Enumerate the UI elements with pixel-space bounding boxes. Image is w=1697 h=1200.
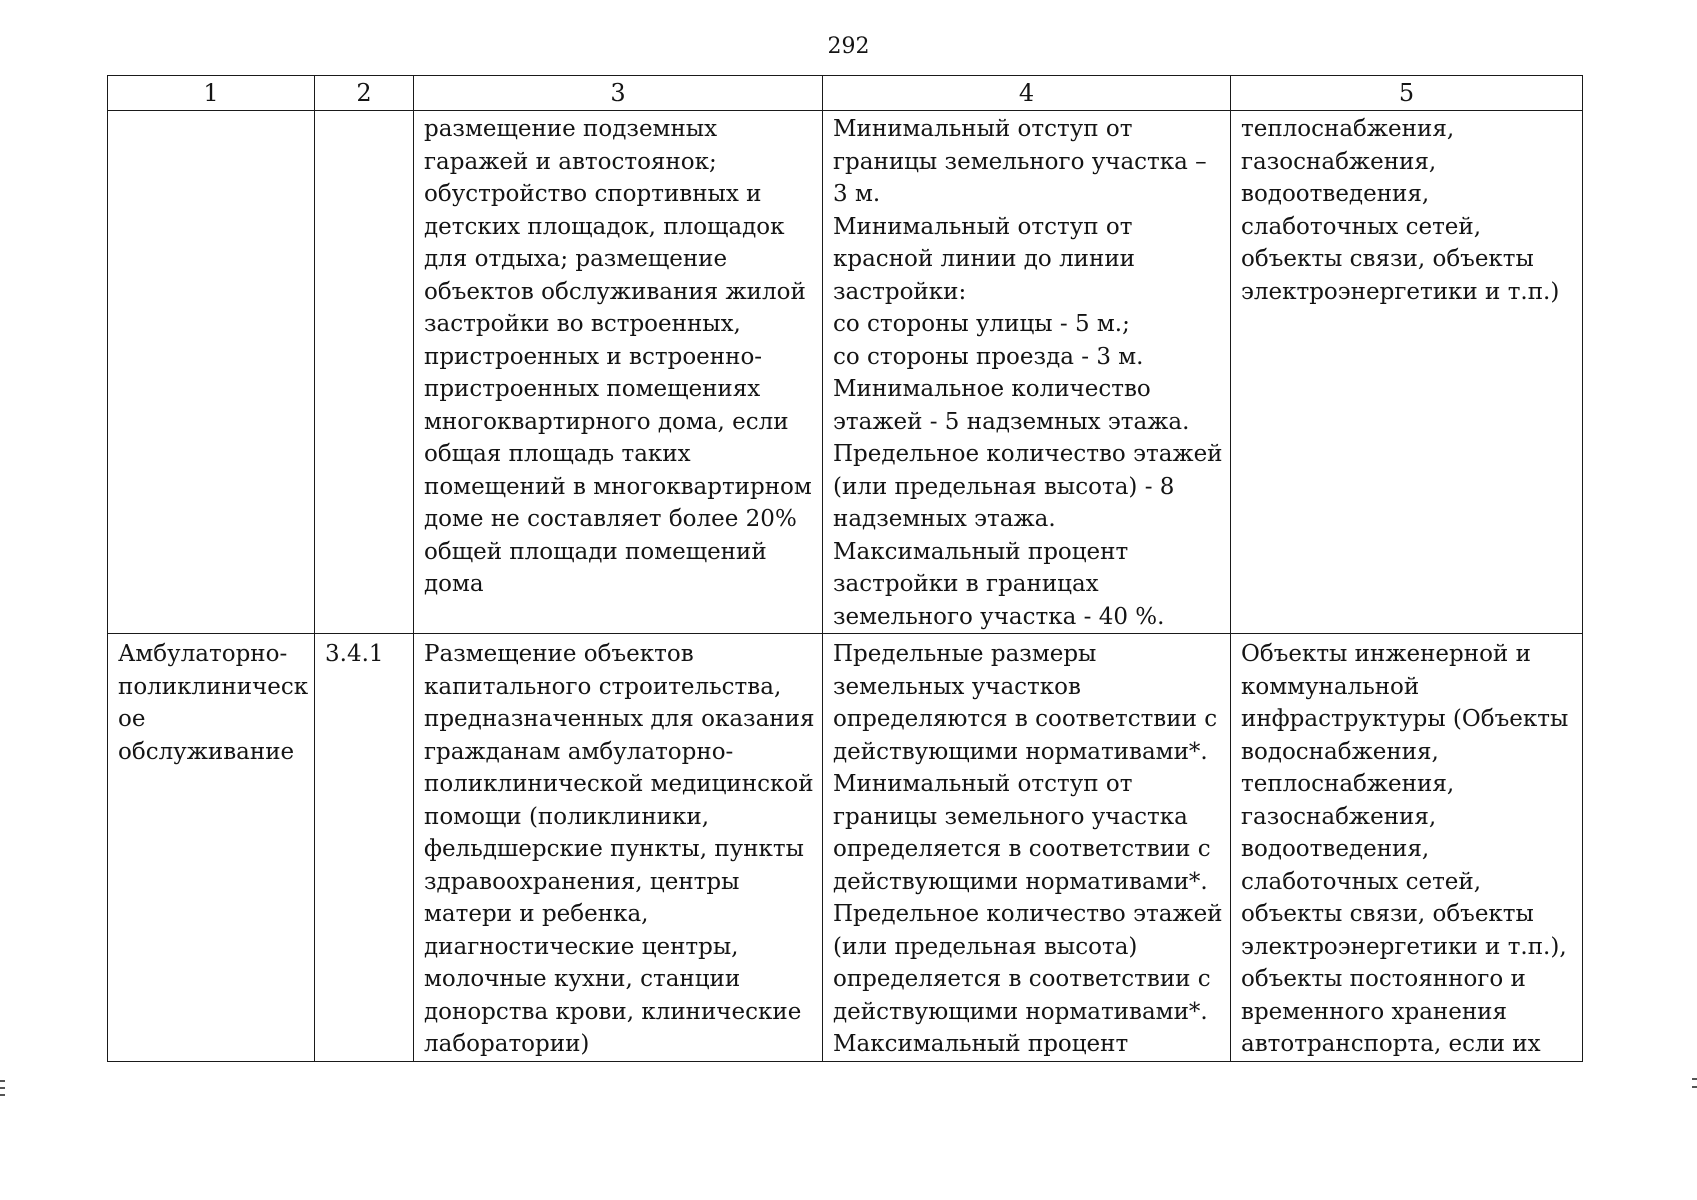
- scan-edge-mark: [1692, 1078, 1697, 1080]
- cell-text-line: гражданам амбулаторно-: [424, 738, 734, 765]
- cell-text-line: доме не составляет более 20%: [424, 506, 797, 532]
- cell-text-line: автотранспорта, если их: [1241, 1031, 1541, 1057]
- cell-text-line: помещений в многоквартирном: [424, 473, 812, 500]
- table-cell: [315, 634, 414, 1062]
- cell-text-line: электроэнергетики и т.п.),: [1241, 933, 1567, 960]
- cell-text-line: пристроенных помещениях: [424, 376, 761, 402]
- cell-text-line: земельных участков: [833, 673, 1081, 700]
- cell-text-line: здравоохранения, центры: [424, 868, 740, 895]
- cell-text-line: молочные кухни, станции: [424, 966, 741, 992]
- cell-text-line: объекты связи, объекты: [1241, 901, 1534, 927]
- column-header: 2: [315, 76, 414, 111]
- cell-text-line: со стороны улицы - 5 м.;: [833, 311, 1130, 337]
- table-row: [108, 634, 1583, 1062]
- cell-text-line: газоснабжения,: [1241, 803, 1437, 830]
- cell-text-line: определяется в соответствии с: [833, 836, 1211, 862]
- cell-text-line: поликлинической медицинской: [424, 771, 814, 797]
- cell-text-line: размещение подземных: [424, 116, 718, 142]
- table-cell: [823, 634, 1231, 1062]
- column-header: 5: [1231, 76, 1583, 111]
- cell-text-line: лаборатории): [424, 1031, 590, 1057]
- scan-edge-mark: [0, 1080, 5, 1082]
- cell-text-line: матери и ребенка,: [424, 901, 649, 927]
- cell-text-line: пристроенных и встроенно-: [424, 343, 763, 370]
- scan-edge-mark: [1692, 1086, 1697, 1088]
- cell-text-line: гаражей и автостоянок;: [424, 148, 717, 175]
- cell-text-line: застройки в границах: [833, 571, 1099, 597]
- cell-text-line: объекты постоянного и: [1241, 966, 1526, 992]
- cell-text-line: электроэнергетики и т.п.): [1241, 278, 1560, 305]
- cell-text-line: обслуживание: [118, 738, 295, 765]
- cell-text-line: действующими нормативами*.: [833, 738, 1208, 765]
- cell-text-line: границы земельного участка –: [833, 148, 1207, 175]
- cell-text-line: инфраструктуры (Объекты: [1241, 706, 1569, 732]
- table-cell: [108, 111, 315, 634]
- cell-text-line: водоотведения,: [1241, 181, 1430, 207]
- cell-text-line: газоснабжения,: [1241, 148, 1437, 175]
- cell-text-line: для отдыха; размещение: [424, 246, 728, 272]
- cell-text-line: временного хранения: [1241, 998, 1508, 1025]
- table-cell: [108, 634, 315, 1062]
- table-row: [108, 111, 1583, 634]
- cell-text-line: со стороны проезда - 3 м.: [833, 343, 1144, 370]
- cell-text-line: Минимальный отступ от: [833, 116, 1133, 142]
- page-number: 292: [827, 34, 870, 59]
- zoning-table: [107, 75, 1583, 1062]
- table-cell: [1231, 111, 1583, 634]
- table-cell: [414, 111, 823, 634]
- column-header: 4: [823, 76, 1231, 111]
- cell-text-line: Предельное количество этажей: [833, 901, 1223, 927]
- cell-text-line: определяются в соответствии с: [833, 706, 1218, 732]
- cell-text-line: надземных этажа.: [833, 506, 1056, 532]
- cell-text-line: (или предельная высота): [833, 933, 1138, 960]
- cell-text-line: застройки во встроенных,: [424, 311, 741, 337]
- cell-text-line: Минимальное количество: [833, 376, 1151, 402]
- cell-text-line: Предельные размеры: [833, 641, 1097, 667]
- cell-text-line: обустройство спортивных и: [424, 181, 762, 207]
- cell-text-line: детских площадок, площадок: [424, 213, 785, 240]
- cell-text-line: фельдшерские пункты, пункты: [424, 836, 804, 862]
- cell-text-line: красной линии до линии: [833, 246, 1135, 272]
- cell-text-line: Минимальный отступ от: [833, 213, 1133, 240]
- cell-text-line: действующими нормативами*.: [833, 998, 1208, 1025]
- cell-text-line: застройки:: [833, 278, 967, 305]
- table-cell: [823, 111, 1231, 634]
- cell-text-line: границы земельного участка: [833, 803, 1188, 830]
- cell-text-line: объекты связи, объекты: [1241, 246, 1534, 272]
- cell-text-line: теплоснабжения,: [1241, 116, 1455, 142]
- cell-text-line: диагностические центры,: [424, 933, 739, 960]
- cell-text-line: определяется в соответствии с: [833, 966, 1211, 992]
- cell-text-line: донорства крови, клинические: [424, 998, 802, 1025]
- cell-text-line: поликлиническ: [118, 673, 309, 700]
- cell-text-line: общей площади помещений: [424, 538, 767, 565]
- cell-text-line: ое: [118, 706, 146, 732]
- cell-text-line: Максимальный процент: [833, 538, 1129, 565]
- cell-text-line: Минимальный отступ от: [833, 771, 1133, 797]
- cell-text-line: водоотведения,: [1241, 836, 1430, 862]
- cell-text-line: Амбулаторно-: [118, 641, 288, 667]
- cell-text-line: 3.4.1: [325, 641, 384, 667]
- table-cell: [1231, 634, 1583, 1062]
- cell-text-line: помощи (поликлиники,: [424, 803, 710, 830]
- cell-text-line: многоквартирного дома, если: [424, 408, 789, 435]
- cell-text-line: Объекты инженерной и: [1241, 641, 1531, 667]
- table-cell: [414, 634, 823, 1062]
- cell-text-line: (или предельная высота) - 8: [833, 473, 1175, 500]
- cell-text-line: слаботочных сетей,: [1241, 213, 1482, 240]
- cell-text-line: дома: [424, 571, 484, 597]
- cell-text-line: этажей - 5 надземных этажа.: [833, 408, 1190, 435]
- cell-text-line: земельного участка - 40 %.: [833, 603, 1165, 630]
- cell-text-line: объектов обслуживания жилой: [424, 278, 806, 305]
- table-header-row: [108, 76, 1583, 111]
- cell-text-line: капитального строительства,: [424, 673, 782, 700]
- cell-text-line: водоснабжения,: [1241, 738, 1439, 765]
- cell-text-line: Размещение объектов: [424, 641, 694, 667]
- cell-text-line: предназначенных для оказания: [424, 706, 815, 732]
- cell-text-line: действующими нормативами*.: [833, 868, 1208, 895]
- cell-text-line: теплоснабжения,: [1241, 771, 1455, 797]
- scan-edge-mark: [0, 1087, 5, 1089]
- column-header: 3: [414, 76, 823, 111]
- cell-text-line: Предельное количество этажей: [833, 441, 1223, 467]
- cell-text-line: коммунальной: [1241, 673, 1420, 700]
- cell-text-line: общая площадь таких: [424, 441, 691, 467]
- cell-text-line: слаботочных сетей,: [1241, 868, 1482, 895]
- column-header: 1: [108, 76, 315, 111]
- cell-text-line: Максимальный процент: [833, 1031, 1129, 1057]
- cell-text-line: 3 м.: [833, 181, 881, 207]
- scan-edge-mark: [0, 1094, 5, 1096]
- table-cell: [315, 111, 414, 634]
